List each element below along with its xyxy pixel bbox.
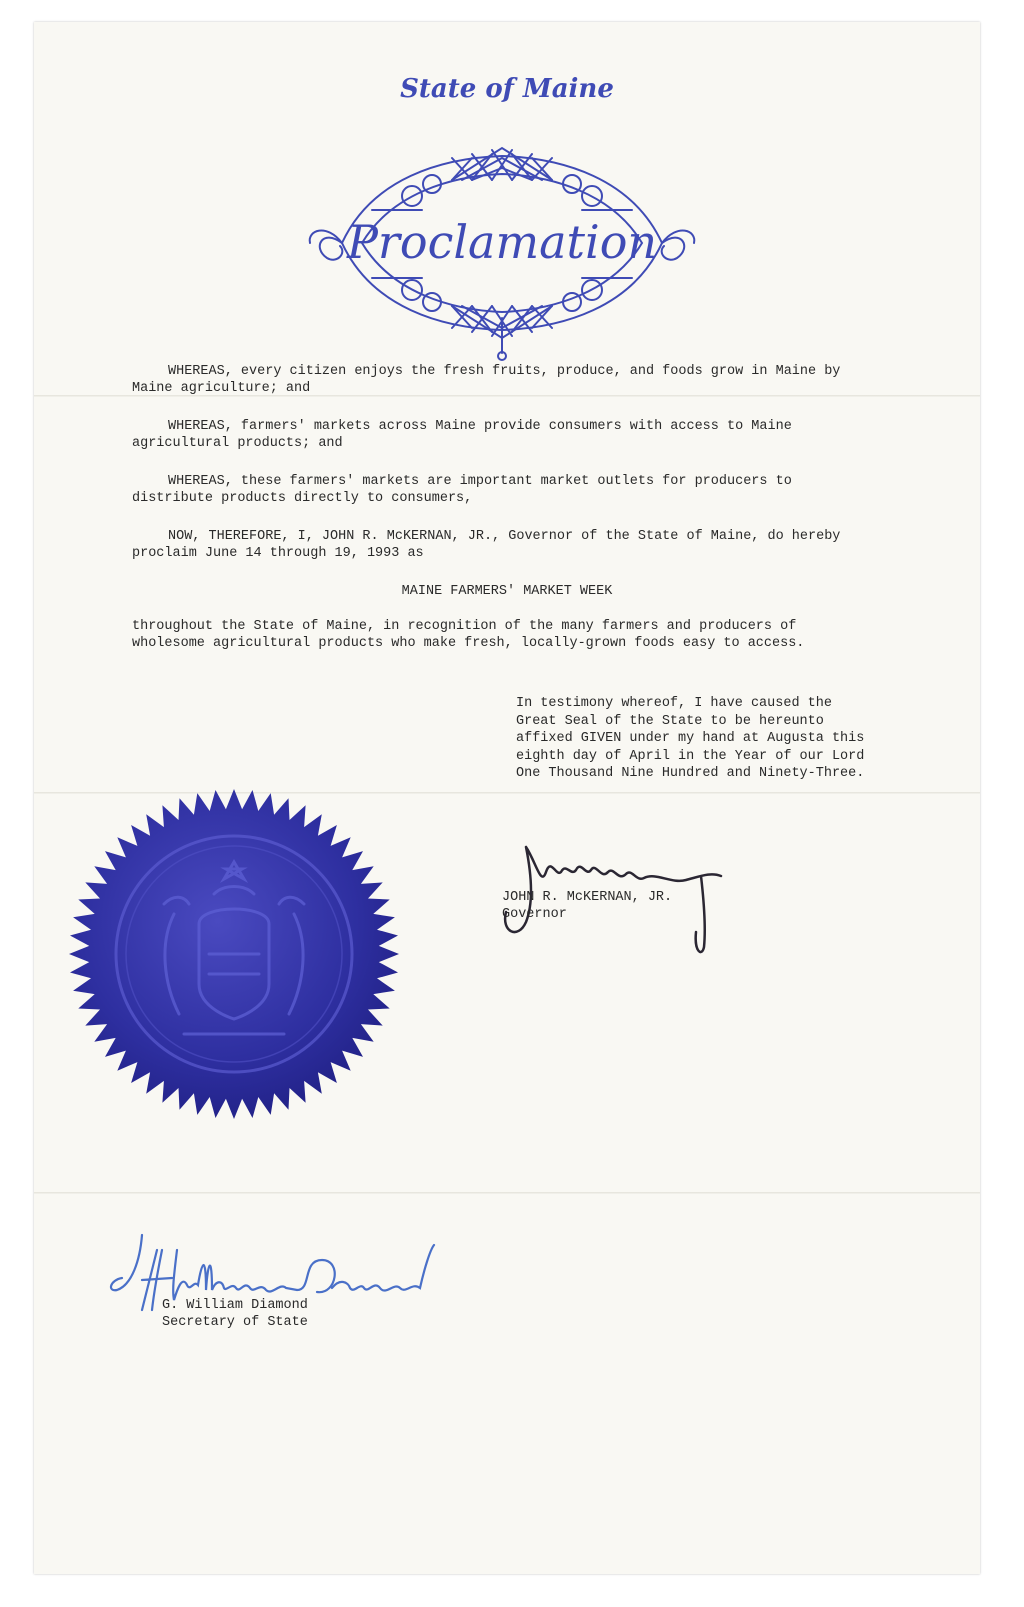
whereas-paragraph-1: WHEREAS, every citizen enjoys the fresh fruits, produce, and foods grow in Maine by Maine agriculture; and xyxy=(132,364,849,396)
whereas-paragraph-3: WHEREAS, these farmers' markets are important market outlets for producers to distribute products directly to consumers, xyxy=(132,474,800,506)
closing-paragraph: throughout the State of Maine, in recognition of the many farmers and producers of wholesome agricultural products who make fresh, locally-grown foods easy to access. xyxy=(132,619,805,651)
therefore-paragraph: NOW, THEREFORE, I, JOHN R. McKERNAN, JR., Governor of the State of Maine, do hereby proclaim June 14 through 19, 1993 as xyxy=(132,529,849,561)
governor-name: JOHN R. McKERNAN, JR. xyxy=(502,890,673,905)
testimony-block: In testimony whereof, I have caused the Great Seal of the State to be hereunto affixed GIVEN under my hand at Augusta this eighth day of April in the Year of our Lord One Thousand Nine Hundred and Ninety-Three. xyxy=(516,696,865,781)
secretary-block xyxy=(162,1297,308,1331)
secretary-name: G. William Diamond xyxy=(162,1298,308,1313)
state-title: State of Maine xyxy=(400,74,614,104)
secretary-title: Secretary of State xyxy=(162,1315,308,1330)
proclamation-title: Proclamation xyxy=(346,215,658,269)
fold-line xyxy=(34,1192,980,1194)
whereas-paragraph-2: WHEREAS, farmers' markets across Maine provide consumers with access to Maine agricultural products; and xyxy=(132,419,800,451)
governor-title: Governor xyxy=(502,907,567,922)
proclamation-paper xyxy=(34,22,980,1574)
great-seal-sticker xyxy=(64,784,404,1124)
proclaimed-title: MAINE FARMERS' MARKET WEEK xyxy=(401,584,613,599)
proclamation-crest xyxy=(302,118,702,368)
governor-block xyxy=(502,889,672,923)
